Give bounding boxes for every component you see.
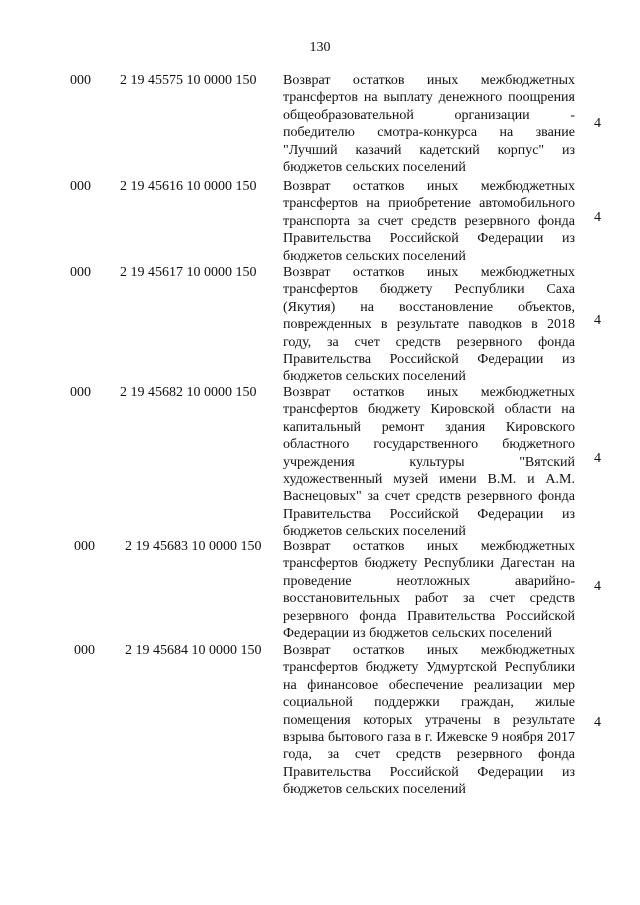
- row-amount: 4: [594, 210, 601, 225]
- row-code: 000: [74, 539, 95, 554]
- row-code: 000: [74, 643, 95, 658]
- row-amount: 4: [594, 715, 601, 730]
- row-description: Возврат остатков иных межбюджетных трансфертов бюджету Удмуртской Республики на финансовое обеспечение реализации мер социальной поддержки граждан, жилые помещения которых утрачены в результате взрыва бытового газа в г. Ижевске 9 ноября 2017 года, за счет средств резервного фонда Правительства Российской Федерации из бюджетов сельских поселений: [283, 643, 575, 798]
- row-description: Возврат остатков иных межбюджетных трансфертов на выплату денежного поощрения общеобразовательной организации - победителю смотра-конкурса на звание "Лучший казачий кадетский корпус" из бюджетов сельских поселений: [283, 73, 575, 176]
- row-description: Возврат остатков иных межбюджетных трансфертов бюджету Кировской области на капитальный ремонт здания Кировского областного государственного бюджетного учреждения культуры "Вятский художественный музей имени В.М. и А.М. Васнецовых" за счет средств резервного фонда Правительства Российской Федерации из бюджетов сельских поселений: [283, 385, 575, 540]
- row-code: 000: [70, 179, 91, 194]
- row-amount: 4: [594, 451, 601, 466]
- row-amount: 4: [594, 116, 601, 131]
- row-description: Возврат остатков иных межбюджетных трансфертов на приобретение автомобильного транспорта за счет средств резервного фонда Правительства Российской Федерации из бюджетов сельских поселений: [283, 179, 575, 264]
- page-number: 130: [309, 40, 331, 55]
- row-amount: 4: [594, 313, 601, 328]
- row-kbk: 2 19 45575 10 0000 150: [120, 73, 257, 88]
- row-code: 000: [70, 73, 91, 88]
- row-description: Возврат остатков иных межбюджетных трансфертов бюджету Республики Дагестан на проведение неотложных аварийно-восстановительных работ за счет средств резервного фонда Правительства Российской Федерации из бюджетов сельских поселений: [283, 539, 575, 642]
- row-kbk: 2 19 45683 10 0000 150: [125, 539, 262, 554]
- row-amount: 4: [594, 579, 601, 594]
- row-code: 000: [70, 385, 91, 400]
- row-code: 000: [70, 265, 91, 280]
- row-kbk: 2 19 45617 10 0000 150: [120, 265, 257, 280]
- row-description: Возврат остатков иных межбюджетных трансфертов бюджету Республики Саха (Якутия) на восстановление объектов, поврежденных в результате паводков в 2018 году, за счет средств резервного фонда Правительства Российской Федерации из бюджетов сельских поселений: [283, 265, 575, 385]
- row-kbk: 2 19 45682 10 0000 150: [120, 385, 257, 400]
- row-kbk: 2 19 45684 10 0000 150: [125, 643, 262, 658]
- row-kbk: 2 19 45616 10 0000 150: [120, 179, 257, 194]
